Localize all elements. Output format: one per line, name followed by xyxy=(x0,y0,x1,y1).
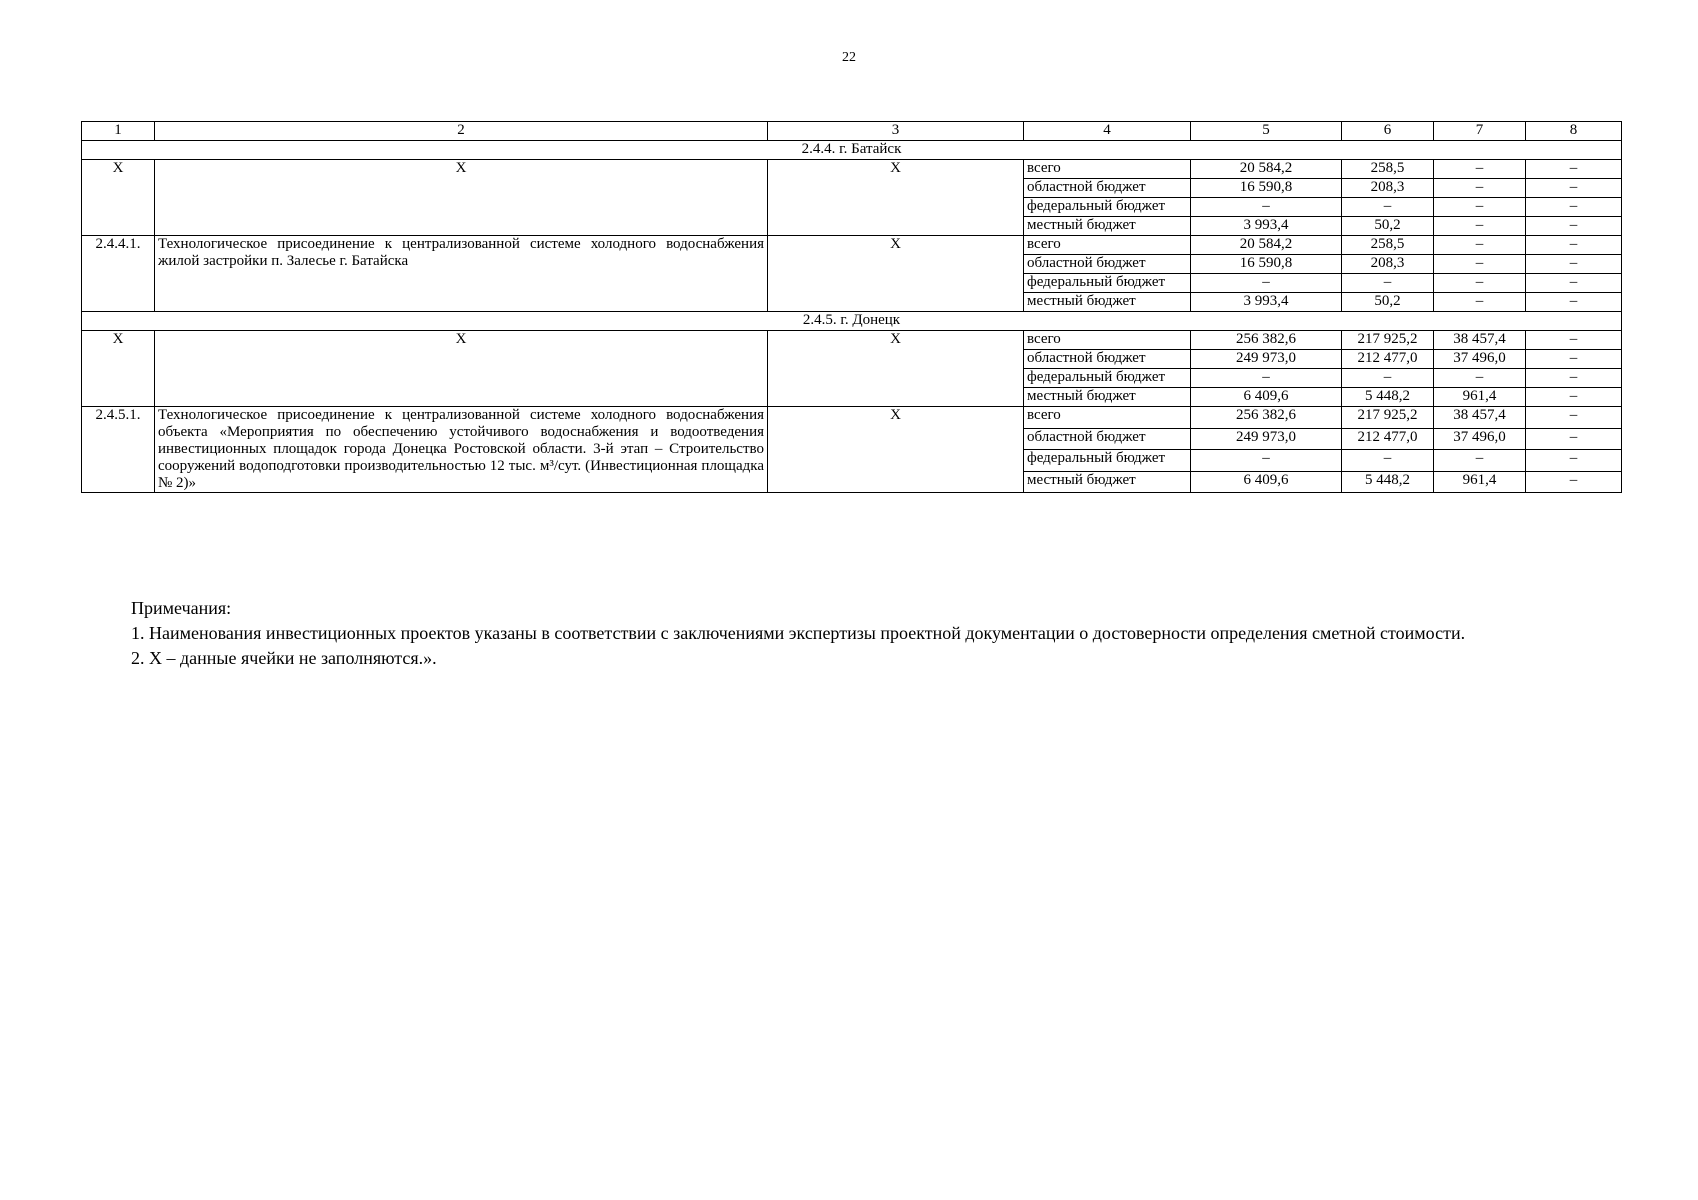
item-number-cell: 2.4.5.1. xyxy=(82,407,155,493)
header-cell: 8 xyxy=(1526,122,1622,141)
project-name-cell: X xyxy=(155,331,768,407)
value-cell-total: – xyxy=(1191,450,1342,472)
funding-source-cell: местный бюджет xyxy=(1024,217,1191,236)
section-row xyxy=(82,141,1622,160)
value-cell-year3: – xyxy=(1526,236,1622,255)
project-name-cell: X xyxy=(155,160,768,236)
header-cell: 5 xyxy=(1191,122,1342,141)
value-cell-total: 256 382,6 xyxy=(1191,331,1342,350)
funding-source-cell: всего xyxy=(1024,407,1191,429)
value-cell-year3: – xyxy=(1526,198,1622,217)
value-cell-year3: – xyxy=(1526,369,1622,388)
value-cell-total: 6 409,6 xyxy=(1191,388,1342,407)
value-cell-year1: 208,3 xyxy=(1342,255,1434,274)
funding-source-cell: местный бюджет xyxy=(1024,471,1191,493)
value-cell-year2: – xyxy=(1434,293,1526,312)
funding-source-cell: областной бюджет xyxy=(1024,255,1191,274)
header-cell: 1 xyxy=(82,122,155,141)
value-cell-total: – xyxy=(1191,274,1342,293)
section-title: 2.4.4. г. Батайск xyxy=(82,141,1622,160)
funding-source-cell: федеральный бюджет xyxy=(1024,450,1191,472)
value-cell-year1: 208,3 xyxy=(1342,179,1434,198)
note-item: 1. Наименования инвестиционных проектов указаны в соответствии с заключениями экспертизы проектной документации о достоверности определения сметной стоимости. xyxy=(131,623,1466,643)
value-cell-year3: – xyxy=(1526,428,1622,450)
value-cell-year2: – xyxy=(1434,236,1526,255)
value-cell-year1: 217 925,2 xyxy=(1342,407,1434,429)
funding-source-cell: областной бюджет xyxy=(1024,428,1191,450)
value-cell-year3: – xyxy=(1526,274,1622,293)
value-cell-year2: – xyxy=(1434,255,1526,274)
value-cell-year2: 961,4 xyxy=(1434,471,1526,493)
value-cell-year3: – xyxy=(1526,255,1622,274)
value-cell-year1: – xyxy=(1342,450,1434,472)
section-title: 2.4.5. г. Донецк xyxy=(82,312,1622,331)
value-cell-year2: – xyxy=(1434,274,1526,293)
value-cell-total: 256 382,6 xyxy=(1191,407,1342,429)
value-cell-year1: 50,2 xyxy=(1342,293,1434,312)
funding-source-cell: областной бюджет xyxy=(1024,179,1191,198)
note-item: 2. X – данные ячейки не заполняются.». xyxy=(131,648,437,668)
value-cell-total: 3 993,4 xyxy=(1191,217,1342,236)
value-cell-year3: – xyxy=(1526,388,1622,407)
funding-source-cell: федеральный бюджет xyxy=(1024,198,1191,217)
value-cell-year3: – xyxy=(1526,293,1622,312)
item-number-cell: 2.4.4.1. xyxy=(82,236,155,312)
value-cell-year2: 38 457,4 xyxy=(1434,331,1526,350)
value-cell-year1: 217 925,2 xyxy=(1342,331,1434,350)
funding-source-cell: всего xyxy=(1024,160,1191,179)
value-cell-year1: – xyxy=(1342,198,1434,217)
value-cell-year1: 5 448,2 xyxy=(1342,471,1434,493)
value-cell-year3: – xyxy=(1526,407,1622,429)
value-cell-year3: – xyxy=(1526,160,1622,179)
value-cell-year3: – xyxy=(1526,450,1622,472)
header-cell: 4 xyxy=(1024,122,1191,141)
value-cell-total: 3 993,4 xyxy=(1191,293,1342,312)
notes xyxy=(131,596,1631,671)
budget-table xyxy=(81,121,1622,493)
value-cell-year1: 50,2 xyxy=(1342,217,1434,236)
item-number-cell: X xyxy=(82,331,155,407)
value-cell-year3: – xyxy=(1526,179,1622,198)
value-cell-year2: – xyxy=(1434,450,1526,472)
funding-source-cell: федеральный бюджет xyxy=(1024,274,1191,293)
value-cell-year2: – xyxy=(1434,198,1526,217)
funding-source-cell: местный бюджет xyxy=(1024,293,1191,312)
funding-source-cell: всего xyxy=(1024,236,1191,255)
value-cell-year2: – xyxy=(1434,217,1526,236)
funding-source-cell: всего xyxy=(1024,331,1191,350)
notes-title: Примечания: xyxy=(131,598,232,618)
value-cell-total: – xyxy=(1191,198,1342,217)
project-name-cell: Технологическое присоединение к централизованной системе холодного водоснабжения жилой застройки п. Залесье г. Батайска xyxy=(155,236,768,312)
value-cell-year1: 212 477,0 xyxy=(1342,428,1434,450)
col3-cell: X xyxy=(768,407,1024,493)
header-cell: 2 xyxy=(155,122,768,141)
value-cell-year2: – xyxy=(1434,160,1526,179)
col3-cell: X xyxy=(768,331,1024,407)
funding-source-cell: областной бюджет xyxy=(1024,350,1191,369)
value-cell-year3: – xyxy=(1526,471,1622,493)
value-cell-year2: 37 496,0 xyxy=(1434,350,1526,369)
header-cell: 3 xyxy=(768,122,1024,141)
value-cell-year3: – xyxy=(1526,217,1622,236)
value-cell-year1: 258,5 xyxy=(1342,160,1434,179)
value-cell-total: – xyxy=(1191,369,1342,388)
value-cell-year2: 961,4 xyxy=(1434,388,1526,407)
item-number-cell: X xyxy=(82,160,155,236)
section-row xyxy=(82,312,1622,331)
total-row xyxy=(82,160,1622,179)
value-cell-year1: – xyxy=(1342,274,1434,293)
value-cell-year1: 212 477,0 xyxy=(1342,350,1434,369)
value-cell-year1: 258,5 xyxy=(1342,236,1434,255)
funding-source-cell: местный бюджет xyxy=(1024,388,1191,407)
value-cell-year3: – xyxy=(1526,331,1622,350)
value-cell-year2: – xyxy=(1434,369,1526,388)
header-cell: 7 xyxy=(1434,122,1526,141)
value-cell-total: 20 584,2 xyxy=(1191,236,1342,255)
project-row xyxy=(82,407,1622,429)
col3-cell: X xyxy=(768,160,1024,236)
funding-source-cell: федеральный бюджет xyxy=(1024,369,1191,388)
page-number: 22 xyxy=(842,50,856,65)
col3-cell: X xyxy=(768,236,1024,312)
header-cell: 6 xyxy=(1342,122,1434,141)
value-cell-year2: 37 496,0 xyxy=(1434,428,1526,450)
value-cell-year1: – xyxy=(1342,369,1434,388)
value-cell-year1: 5 448,2 xyxy=(1342,388,1434,407)
value-cell-total: 6 409,6 xyxy=(1191,471,1342,493)
project-name-cell: Технологическое присоединение к централизованной системе холодного водоснабжения объекта «Мероприятия по обеспечению устойчивого водоснабжения и водоотведения инвестиционных площадок города Донецка Ростовской области. 3-й этап – Строительство сооружений водоподготовки производительностью 12 тыс. м³/сут. (Инвестиционная площадка № 2)» xyxy=(155,407,768,493)
value-cell-total: 16 590,8 xyxy=(1191,255,1342,274)
total-row xyxy=(82,331,1622,350)
header-row xyxy=(82,122,1622,141)
value-cell-year2: – xyxy=(1434,179,1526,198)
value-cell-total: 16 590,8 xyxy=(1191,179,1342,198)
value-cell-total: 249 973,0 xyxy=(1191,350,1342,369)
value-cell-year3: – xyxy=(1526,350,1622,369)
value-cell-total: 20 584,2 xyxy=(1191,160,1342,179)
value-cell-year2: 38 457,4 xyxy=(1434,407,1526,429)
value-cell-total: 249 973,0 xyxy=(1191,428,1342,450)
project-row xyxy=(82,236,1622,255)
